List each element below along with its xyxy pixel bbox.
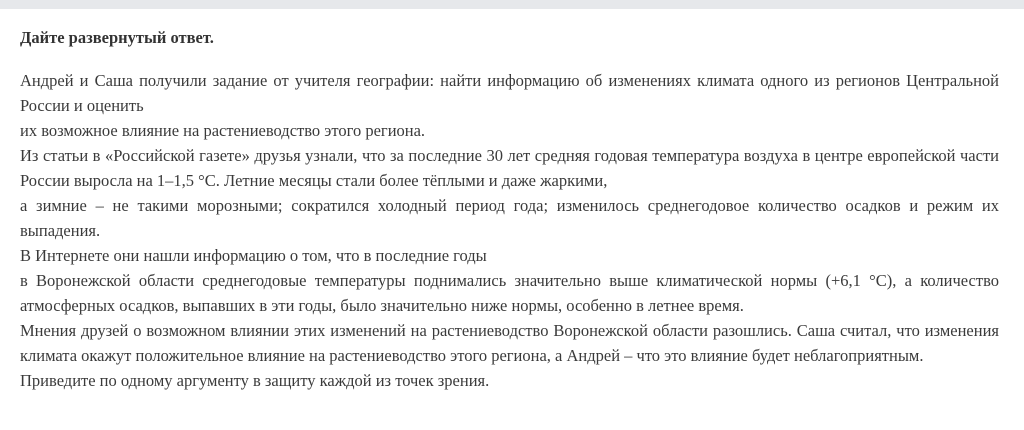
paragraph-article-info-continuation: а зимние – не такими морозными; сократился холодный период года; изменилось среднегодовое количество осадков и режим их выпадения.	[20, 196, 999, 240]
paragraph-article-info: Из статьи в «Российской газете» друзья узнали, что за последние 30 лет средняя годовая температура воздуха в центре европейской части России выросла на 1–1,5 °С. Летние месяцы стали более тёплыми и даже жаркими,	[20, 146, 999, 190]
paragraph-internet-info: В Интернете они нашли информацию о том, что в последние годы	[20, 246, 487, 265]
paragraph-opinions: Мнения друзей о возможном влиянии этих изменений на растениеводство Воронежской области разошлись. Саша считал, что изменения климата окажут положительное влияние на растениеводство этого региона, а Андрей – что это влияние будет неблагоприятным.	[20, 321, 999, 365]
paragraph-intro: Андрей и Саша получили задание от учителя географии: найти информацию об изменениях климата одного из регионов Центральной России и оценить	[20, 71, 999, 115]
paragraph-question: Приведите по одному аргументу в защиту каждой из точек зрения.	[20, 371, 490, 390]
task-heading: Дайте развернутый ответ.	[20, 28, 214, 47]
paragraph-intro-continuation: их возможное влияние на растениеводство этого региона.	[20, 121, 426, 140]
task-content	[20, 25, 999, 393]
top-bar	[0, 0, 1024, 9]
paragraph-voronezh-data: в Воронежской области среднегодовые температуры поднимались значительно выше климатической нормы (+6,1 °С), а количество атмосферных осадков, выпавших в эти годы, было значительно ниже нормы, особенно в летнее время.	[20, 271, 999, 315]
